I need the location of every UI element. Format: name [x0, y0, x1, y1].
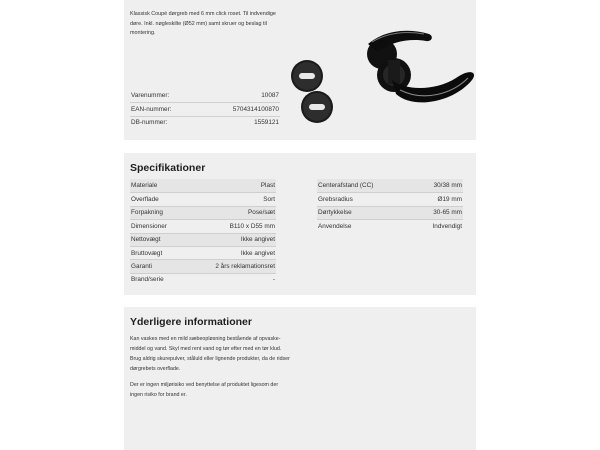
spec-label: Dørtykkelse: [318, 209, 352, 217]
spec-value: 30-65 mm: [433, 209, 462, 217]
spec-value: Sort: [263, 196, 275, 204]
spec-label: Garanti: [131, 263, 152, 271]
care-instructions-paragraph: Kan vaskes med en mild sæbeopløsning bestående af opvaske-middel og vand. Skyl med rent vand og tør efter med en tør klud. Brug aldrig skurepulver, ståluld eller lignende produkter, da de ridser dørgrebets overflade.: [130, 336, 290, 372]
spec-label: Dimensioner: [131, 222, 167, 230]
environment-paragraph: Der er ingen miljørisiko ved benyttelse af produktet ligesom der ingen risiko for brand er.: [130, 382, 279, 398]
spec-value: Pose/sæt: [248, 209, 275, 217]
spec-label: Nettovægt: [131, 236, 161, 244]
identifier-row-item-number: [130, 89, 280, 102]
spec-row: [130, 219, 276, 232]
specs-right-column: [317, 179, 463, 233]
spec-value: -: [272, 276, 275, 284]
product-summary-panel: [124, 0, 476, 140]
spec-row: [130, 206, 276, 219]
specs-left-column: [130, 179, 276, 286]
further-information-panel: [124, 307, 476, 450]
identifier-value: 5704314100870: [232, 106, 279, 114]
identifier-value: 1559121: [254, 119, 279, 127]
spec-label: Forpakning: [131, 209, 163, 217]
identifier-label: EAN-nummer:: [131, 106, 172, 114]
identifier-value: 10087: [261, 92, 279, 100]
spec-label: Materiale: [131, 182, 158, 190]
identifier-label: Varenummer:: [131, 92, 170, 100]
spec-value: Ikke angivet: [240, 236, 275, 244]
spec-row: [317, 179, 463, 192]
spec-value: Ø19 mm: [437, 196, 462, 204]
escutcheon-plate-upper: [291, 60, 323, 92]
identifier-row-ean: [130, 102, 280, 115]
spec-label: Anvendelse: [318, 222, 352, 230]
spec-row: [130, 192, 276, 205]
spec-value: Plast: [260, 182, 275, 190]
spec-value: B110 x D55 mm: [229, 222, 275, 230]
spec-value: 30/38 mm: [433, 182, 462, 190]
escutcheon-plate-lower: [301, 91, 333, 123]
specifications-panel: [124, 153, 476, 295]
spec-row: [317, 219, 463, 232]
spec-label: Bruttovægt: [131, 249, 163, 257]
product-description: Klassisk Coupé dørgreb med 6 mm click roset. Til indvendige døre. Inkl. nøgleskilte (Ø52 mm) samt skruer og beslag til montering.: [130, 11, 276, 37]
further-information-text: [130, 334, 290, 406]
spec-row: [130, 233, 276, 246]
spec-row: [130, 179, 276, 192]
spec-label: Overflade: [131, 196, 159, 204]
specifications-heading: Specifikationer: [130, 162, 206, 174]
spec-row: [317, 192, 463, 205]
spec-label: Centerafstand (CC): [318, 182, 374, 190]
spec-value: Ikke angivet: [240, 249, 275, 257]
identifier-row-db: [130, 116, 280, 129]
identifier-label: DB-nummer:: [131, 119, 168, 127]
spec-row: [130, 246, 276, 259]
door-handle-product-image: [284, 20, 474, 125]
spec-row: [130, 273, 276, 286]
spec-row: [317, 206, 463, 219]
spec-label: Grebsradius: [318, 196, 353, 204]
further-information-heading: Yderligere informationer: [130, 316, 252, 328]
spec-value: Indvendigt: [432, 222, 462, 230]
spec-label: Brand/serie: [131, 276, 164, 284]
spec-value: 2 års reklamationsret: [215, 263, 275, 271]
product-identifiers: [130, 89, 280, 129]
spec-row: [130, 259, 276, 272]
